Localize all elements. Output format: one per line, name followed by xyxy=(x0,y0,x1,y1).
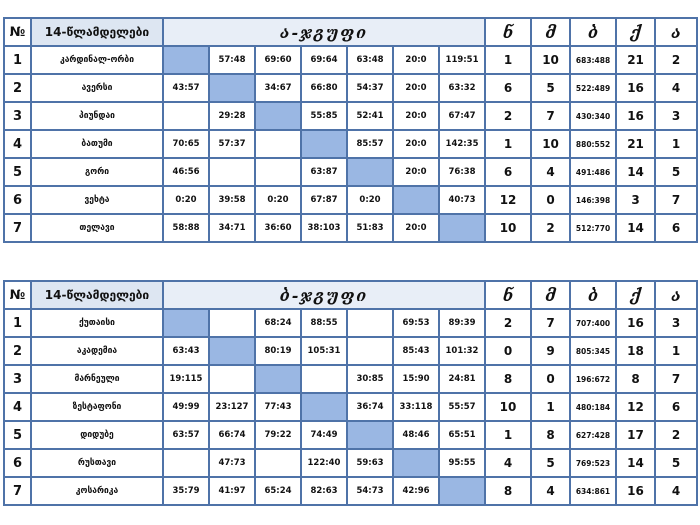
team-name: ვეხტა xyxy=(31,186,163,214)
self-match-cell xyxy=(209,337,255,365)
score-cell: 67:87 xyxy=(301,186,347,214)
score-cell: 57:48 xyxy=(209,46,255,74)
table-row xyxy=(4,46,697,74)
team-name: რუსთავი xyxy=(31,449,163,477)
group-title: ბ-ჯგუფი xyxy=(163,281,485,309)
score-cell xyxy=(347,337,393,365)
row-number: 2 xyxy=(4,74,31,102)
stat-cell: 10 xyxy=(531,130,570,158)
stat-cell: 16 xyxy=(616,477,655,505)
stat-cell: 21 xyxy=(616,46,655,74)
self-match-cell xyxy=(439,477,485,505)
stat-cell: 3 xyxy=(655,309,697,337)
team-name: გორი xyxy=(31,158,163,186)
score-cell xyxy=(255,158,301,186)
table-row xyxy=(4,393,697,421)
score-cell: 70:65 xyxy=(163,130,209,158)
stat-cell: 4 xyxy=(531,158,570,186)
stat-cell: 14 xyxy=(616,449,655,477)
stat-cell: 196:672 xyxy=(570,365,616,393)
stat-cell: 16 xyxy=(616,309,655,337)
score-cell: 63:43 xyxy=(163,337,209,365)
stat-cell: 9 xyxy=(531,337,570,365)
score-cell: 23:127 xyxy=(209,393,255,421)
score-cell: 30:85 xyxy=(347,365,393,393)
row-number: 1 xyxy=(4,46,31,74)
stat-cell: 6 xyxy=(655,214,697,242)
row-number: 1 xyxy=(4,309,31,337)
stat-cell: 12 xyxy=(485,186,531,214)
age-category-label: 14-წლამდელები xyxy=(31,281,163,309)
score-cell: 55:85 xyxy=(301,102,347,130)
stat-cell: 4 xyxy=(485,449,531,477)
header-row xyxy=(4,281,697,309)
row-number: 6 xyxy=(4,186,31,214)
row-number: 3 xyxy=(4,365,31,393)
team-name: ავერსი xyxy=(31,74,163,102)
stat-cell: 4 xyxy=(531,477,570,505)
score-cell: 79:22 xyxy=(255,421,301,449)
score-cell: 19:115 xyxy=(163,365,209,393)
score-cell: 43:57 xyxy=(163,74,209,102)
table-row xyxy=(4,449,697,477)
stat-cell: 14 xyxy=(616,158,655,186)
stat-cell: 1 xyxy=(485,130,531,158)
score-cell: 33:118 xyxy=(393,393,439,421)
score-cell: 58:88 xyxy=(163,214,209,242)
team-name: აკადემია xyxy=(31,337,163,365)
score-cell: 85:43 xyxy=(393,337,439,365)
stat-cell: 16 xyxy=(616,74,655,102)
score-cell: 54:73 xyxy=(347,477,393,505)
stat-cell: 7 xyxy=(655,186,697,214)
score-cell: 65:51 xyxy=(439,421,485,449)
score-cell: 122:40 xyxy=(301,449,347,477)
stat-cell: 7 xyxy=(531,102,570,130)
stat-cell: 522:489 xyxy=(570,74,616,102)
row-number: 5 xyxy=(4,421,31,449)
stat-cell: 805:345 xyxy=(570,337,616,365)
stat-cell: 5 xyxy=(655,449,697,477)
score-cell: 49:99 xyxy=(163,393,209,421)
self-match-cell xyxy=(347,158,393,186)
row-number: 4 xyxy=(4,393,31,421)
score-cell: 34:71 xyxy=(209,214,255,242)
score-cell: 0:20 xyxy=(347,186,393,214)
score-cell: 36:60 xyxy=(255,214,301,242)
table-row xyxy=(4,102,697,130)
stat-cell: 2 xyxy=(531,214,570,242)
score-cell: 20:0 xyxy=(393,214,439,242)
score-cell: 89:39 xyxy=(439,309,485,337)
table-row xyxy=(4,477,697,505)
score-cell: 34:67 xyxy=(255,74,301,102)
stat-cell: 0 xyxy=(531,186,570,214)
stat-cell: 21 xyxy=(616,130,655,158)
stat-cell: 14 xyxy=(616,214,655,242)
score-cell: 101:32 xyxy=(439,337,485,365)
score-cell: 82:63 xyxy=(301,477,347,505)
stat-header: ა xyxy=(655,281,697,309)
stat-cell: 3 xyxy=(655,102,697,130)
score-cell: 20:0 xyxy=(393,102,439,130)
self-match-cell xyxy=(163,46,209,74)
team-name: თელავი xyxy=(31,214,163,242)
team-name: მარნეული xyxy=(31,365,163,393)
score-cell: 67:47 xyxy=(439,102,485,130)
self-match-cell xyxy=(301,393,347,421)
stat-cell: 2 xyxy=(655,46,697,74)
stat-header: ა xyxy=(655,18,697,46)
score-cell: 0:20 xyxy=(255,186,301,214)
team-name: დიდუბე xyxy=(31,421,163,449)
team-name: ქუთაისი xyxy=(31,309,163,337)
team-name: ბათუმი xyxy=(31,130,163,158)
stat-cell: 683:488 xyxy=(570,46,616,74)
score-cell: 55:57 xyxy=(439,393,485,421)
stat-header: მ xyxy=(531,18,570,46)
score-cell: 105:31 xyxy=(301,337,347,365)
table-row xyxy=(4,365,697,393)
score-cell: 63:32 xyxy=(439,74,485,102)
group-title: ა-ჯგუფი xyxy=(163,18,485,46)
score-cell: 54:37 xyxy=(347,74,393,102)
score-cell xyxy=(301,365,347,393)
stat-cell: 0 xyxy=(485,337,531,365)
score-cell: 36:74 xyxy=(347,393,393,421)
table-row xyxy=(4,74,697,102)
score-cell: 66:80 xyxy=(301,74,347,102)
stat-cell: 10 xyxy=(485,214,531,242)
table-row xyxy=(4,214,697,242)
age-category-label: 14-წლამდელები xyxy=(31,18,163,46)
score-cell: 80:19 xyxy=(255,337,301,365)
score-cell: 15:90 xyxy=(393,365,439,393)
self-match-cell xyxy=(255,365,301,393)
score-cell: 46:56 xyxy=(163,158,209,186)
score-cell: 65:24 xyxy=(255,477,301,505)
score-cell: 63:87 xyxy=(301,158,347,186)
team-name: კარდინალ-ორბი xyxy=(31,46,163,74)
score-cell: 29:28 xyxy=(209,102,255,130)
stat-cell: 627:428 xyxy=(570,421,616,449)
score-cell: 69:53 xyxy=(393,309,439,337)
score-cell: 74:49 xyxy=(301,421,347,449)
score-cell: 0:20 xyxy=(163,186,209,214)
stat-cell: 7 xyxy=(531,309,570,337)
table-row xyxy=(4,337,697,365)
stat-cell: 10 xyxy=(485,393,531,421)
score-cell xyxy=(163,102,209,130)
stat-cell: 5 xyxy=(531,74,570,102)
number-header: № xyxy=(4,281,31,309)
stat-cell: 8 xyxy=(485,477,531,505)
stat-cell: 491:486 xyxy=(570,158,616,186)
stat-cell: 146:398 xyxy=(570,186,616,214)
stat-header: ქ xyxy=(616,281,655,309)
table-row xyxy=(4,158,697,186)
score-cell: 48:46 xyxy=(393,421,439,449)
score-cell: 20:0 xyxy=(393,158,439,186)
score-cell: 66:74 xyxy=(209,421,255,449)
score-cell xyxy=(209,309,255,337)
team-name: კოსარიკა xyxy=(31,477,163,505)
score-cell xyxy=(163,449,209,477)
stat-header: ქ xyxy=(616,18,655,46)
stat-cell: 1 xyxy=(531,393,570,421)
stat-cell: 707:400 xyxy=(570,309,616,337)
stat-cell: 2 xyxy=(485,102,531,130)
stat-cell: 1 xyxy=(485,46,531,74)
stat-cell: 769:523 xyxy=(570,449,616,477)
stat-cell: 12 xyxy=(616,393,655,421)
stat-cell: 512:770 xyxy=(570,214,616,242)
score-cell: 88:55 xyxy=(301,309,347,337)
row-number: 7 xyxy=(4,477,31,505)
score-cell xyxy=(255,449,301,477)
score-cell: 20:0 xyxy=(393,74,439,102)
score-cell xyxy=(255,130,301,158)
table-row xyxy=(4,186,697,214)
stat-cell: 10 xyxy=(531,46,570,74)
score-cell: 63:57 xyxy=(163,421,209,449)
team-name: პიუნდაი xyxy=(31,102,163,130)
row-number: 6 xyxy=(4,449,31,477)
score-cell: 20:0 xyxy=(393,46,439,74)
stat-cell: 480:184 xyxy=(570,393,616,421)
score-cell xyxy=(209,158,255,186)
score-cell: 42:96 xyxy=(393,477,439,505)
stat-cell: 8 xyxy=(616,365,655,393)
standings-table-group-a xyxy=(3,17,698,243)
score-cell xyxy=(347,309,393,337)
score-cell: 142:35 xyxy=(439,130,485,158)
score-cell: 77:43 xyxy=(255,393,301,421)
standings-table-group-b xyxy=(3,280,698,506)
score-cell: 57:37 xyxy=(209,130,255,158)
stat-cell: 17 xyxy=(616,421,655,449)
stat-cell: 5 xyxy=(655,158,697,186)
score-cell: 85:57 xyxy=(347,130,393,158)
stat-cell: 0 xyxy=(531,365,570,393)
self-match-cell xyxy=(347,421,393,449)
score-cell: 20:0 xyxy=(393,130,439,158)
stat-cell: 5 xyxy=(531,449,570,477)
stat-header: მ xyxy=(531,281,570,309)
row-number: 4 xyxy=(4,130,31,158)
score-cell: 68:24 xyxy=(255,309,301,337)
row-number: 5 xyxy=(4,158,31,186)
stat-cell: 16 xyxy=(616,102,655,130)
stat-cell: 18 xyxy=(616,337,655,365)
score-cell xyxy=(209,365,255,393)
score-cell: 24:81 xyxy=(439,365,485,393)
stat-cell: 430:340 xyxy=(570,102,616,130)
stat-cell: 2 xyxy=(485,309,531,337)
score-cell: 69:60 xyxy=(255,46,301,74)
row-number: 2 xyxy=(4,337,31,365)
score-cell: 59:63 xyxy=(347,449,393,477)
table-row xyxy=(4,421,697,449)
table-row xyxy=(4,309,697,337)
stat-header: ნ xyxy=(485,281,531,309)
stat-cell: 6 xyxy=(485,74,531,102)
score-cell: 47:73 xyxy=(209,449,255,477)
stat-cell: 8 xyxy=(531,421,570,449)
self-match-cell xyxy=(439,214,485,242)
stat-cell: 2 xyxy=(655,421,697,449)
score-cell: 63:48 xyxy=(347,46,393,74)
self-match-cell xyxy=(209,74,255,102)
row-number: 3 xyxy=(4,102,31,130)
score-cell: 39:58 xyxy=(209,186,255,214)
score-cell: 35:79 xyxy=(163,477,209,505)
self-match-cell xyxy=(393,186,439,214)
stat-cell: 1 xyxy=(655,130,697,158)
score-cell: 119:51 xyxy=(439,46,485,74)
stat-cell: 6 xyxy=(655,393,697,421)
stat-cell: 3 xyxy=(616,186,655,214)
row-number: 7 xyxy=(4,214,31,242)
score-cell: 69:64 xyxy=(301,46,347,74)
stat-header: ნ xyxy=(485,18,531,46)
stat-cell: 1 xyxy=(655,337,697,365)
score-cell: 38:103 xyxy=(301,214,347,242)
score-cell: 76:38 xyxy=(439,158,485,186)
stat-cell: 1 xyxy=(485,421,531,449)
score-cell: 95:55 xyxy=(439,449,485,477)
stat-cell: 7 xyxy=(655,365,697,393)
score-cell: 40:73 xyxy=(439,186,485,214)
stat-cell: 4 xyxy=(655,74,697,102)
stat-cell: 4 xyxy=(655,477,697,505)
stat-cell: 880:552 xyxy=(570,130,616,158)
stat-cell: 634:861 xyxy=(570,477,616,505)
team-name: ზესტაფონი xyxy=(31,393,163,421)
score-cell: 51:83 xyxy=(347,214,393,242)
self-match-cell xyxy=(163,309,209,337)
header-row xyxy=(4,18,697,46)
stat-header: ბ xyxy=(570,281,616,309)
score-cell: 52:41 xyxy=(347,102,393,130)
table-row xyxy=(4,130,697,158)
self-match-cell xyxy=(393,449,439,477)
score-cell: 41:97 xyxy=(209,477,255,505)
self-match-cell xyxy=(255,102,301,130)
number-header: № xyxy=(4,18,31,46)
self-match-cell xyxy=(301,130,347,158)
stat-header: ბ xyxy=(570,18,616,46)
stat-cell: 6 xyxy=(485,158,531,186)
stat-cell: 8 xyxy=(485,365,531,393)
